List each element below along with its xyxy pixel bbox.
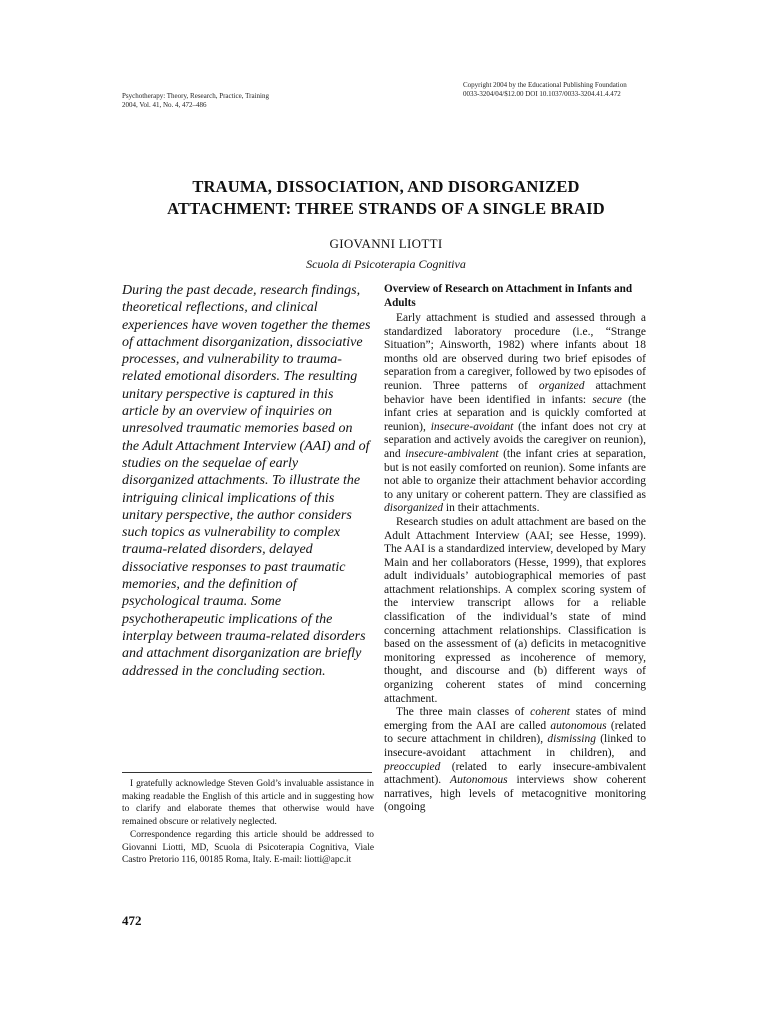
text-run: in their attachments. bbox=[443, 502, 540, 515]
term-insecure-ambivalent: insecure-ambivalent bbox=[405, 447, 499, 460]
text-run: (the infant does not cry at separation and actively avoids the caregiver on reunion), and bbox=[384, 420, 646, 460]
text-run: (linked to insecure-avoidant attachment in children), and bbox=[384, 733, 646, 759]
term-disorganized: disorganized bbox=[384, 502, 443, 515]
term-dismissing: dismissing bbox=[547, 733, 596, 746]
term-organized: organized bbox=[538, 379, 585, 392]
title-line-2: ATTACHMENT: THREE STRANDS OF A SINGLE BRAID bbox=[167, 199, 605, 218]
term-insecure-avoidant: insecure-avoidant bbox=[430, 420, 514, 433]
journal-header-left bbox=[122, 92, 269, 110]
paragraph-adult-attachment: Research studies on adult attachment are based on the Adult Attachment Interview (AAI; see Hesse, 1999). The AAI is a standardized interview, developed by Mary Main and her collaborators (Hesse, 1999), that explores adult individuals’ autobiographical memories of past attachment relationships. A complex scoring system of the interview transcript allows for a reliable classification of the individual’s state of mind concerning attachment relationships. Classification is based on the assessment of (a) deficits in metacognitive monitoring expressed as incoherence of memory, thought, and discourse and (b) different ways of organizing coherent states of mind concerning attachment. bbox=[384, 515, 646, 705]
text-run: (related to early insecure-ambivalent attachment). bbox=[384, 760, 646, 787]
journal-volume: 2004, Vol. 41, No. 4, 472–486 bbox=[122, 101, 207, 109]
abstract: During the past decade, research findings, theoretical reflections, and clinical experiences have woven together the themes of attachment disorganization, dissociative processes, and vulnerability to trauma-related emotional disorders. The resulting unitary perspective is captured in this article by an overview of inquiries on unresolved traumatic memories based on the Adult Attachment Interview (AAI) and of studies on the sequelae of early disorganized attachments. To illustrate the intriguing clinical implications of this unitary perspective, the author considers such topics as vulnerability to complex trauma-related disorders, delayed dissociative responses to past traumatic memories, and the definition of psychological trauma. Some psychotherapeutic implications of the interplay between trauma-related disorders and attachment disorganization are briefly addressed in the concluding section. bbox=[122, 283, 371, 679]
term-autonomous: autonomous bbox=[550, 719, 607, 732]
text-run: Early attachment is studied and assessed through a standardized laboratory procedure (i.e., “Strange Situation”; Ainsworth, 1982) where infants about 18 months old are observed during two brief episodes of separation from a caregiver, followed by two episodes of reunion. Three patterns of bbox=[384, 312, 646, 392]
section-heading: Overview of Research on Attachment in Infants and Adults bbox=[384, 283, 633, 309]
journal-name: Psychotherapy: Theory, Research, Practice, Training bbox=[122, 92, 269, 100]
doi-line: 0033-3204/04/$12.00 DOI 10.1037/0033-3204.41.4.472 bbox=[463, 90, 621, 98]
text-run: attachment behavior have been identified in infants: bbox=[384, 379, 647, 406]
term-coherent: coherent bbox=[530, 706, 570, 719]
text-run: states of mind emerging from the AAI are called bbox=[384, 706, 646, 732]
body-text bbox=[384, 312, 646, 815]
author-name: GIOVANNI LIOTTI bbox=[329, 236, 443, 251]
text-run: (the infant cries at separation, but is not easily comforted on reunion). Some infants are not able to organize their attachment behavior according to any unitary or coherent pattern. They are classified as bbox=[384, 447, 647, 501]
title-line-1: TRAUMA, DISSOCIATION, AND DISORGANIZED bbox=[192, 177, 580, 196]
journal-header-right bbox=[463, 81, 627, 99]
term-secure: secure bbox=[592, 393, 622, 406]
copyright-line: Copyright 2004 by the Educational Publishing Foundation bbox=[463, 81, 627, 89]
term-preoccupied: preoccupied bbox=[384, 760, 441, 773]
article-title bbox=[80, 176, 692, 220]
paragraph-coherent-states bbox=[384, 706, 646, 815]
text-run: The three main classes of bbox=[396, 706, 531, 719]
acknowledgment-note: I gratefully acknowledge Steven Gold’s invaluable assistance in making readable the English of this article and in suggesting how to clarify and elaborate themes that otherwise would have remained obscure or relatively neglected. bbox=[122, 779, 374, 828]
footnote-divider bbox=[122, 772, 372, 773]
page-number: 472 bbox=[122, 913, 142, 928]
paragraph-early-attachment bbox=[384, 312, 646, 516]
correspondence-note: Correspondence regarding this article should be addressed to Giovanni Liotti, MD, Scuola di Psicoterapia Cognitiva, Viale Castro Pretorio 116, 00185 Roma, Italy. E-mail: liotti@apc.it bbox=[122, 829, 374, 866]
term-autonomous-2: Autonomous bbox=[450, 774, 508, 787]
footnotes bbox=[122, 778, 374, 867]
text-run: interviews show coherent narratives, high levels of metacognitive monitoring (ongoing bbox=[384, 774, 646, 814]
text-run: (the infant cries at separation and is quickly comforted at reunion), bbox=[384, 393, 646, 433]
author-affiliation: Scuola di Psicoterapia Cognitiva bbox=[306, 257, 466, 271]
text-run: (related to secure attachment in children), bbox=[384, 719, 646, 746]
